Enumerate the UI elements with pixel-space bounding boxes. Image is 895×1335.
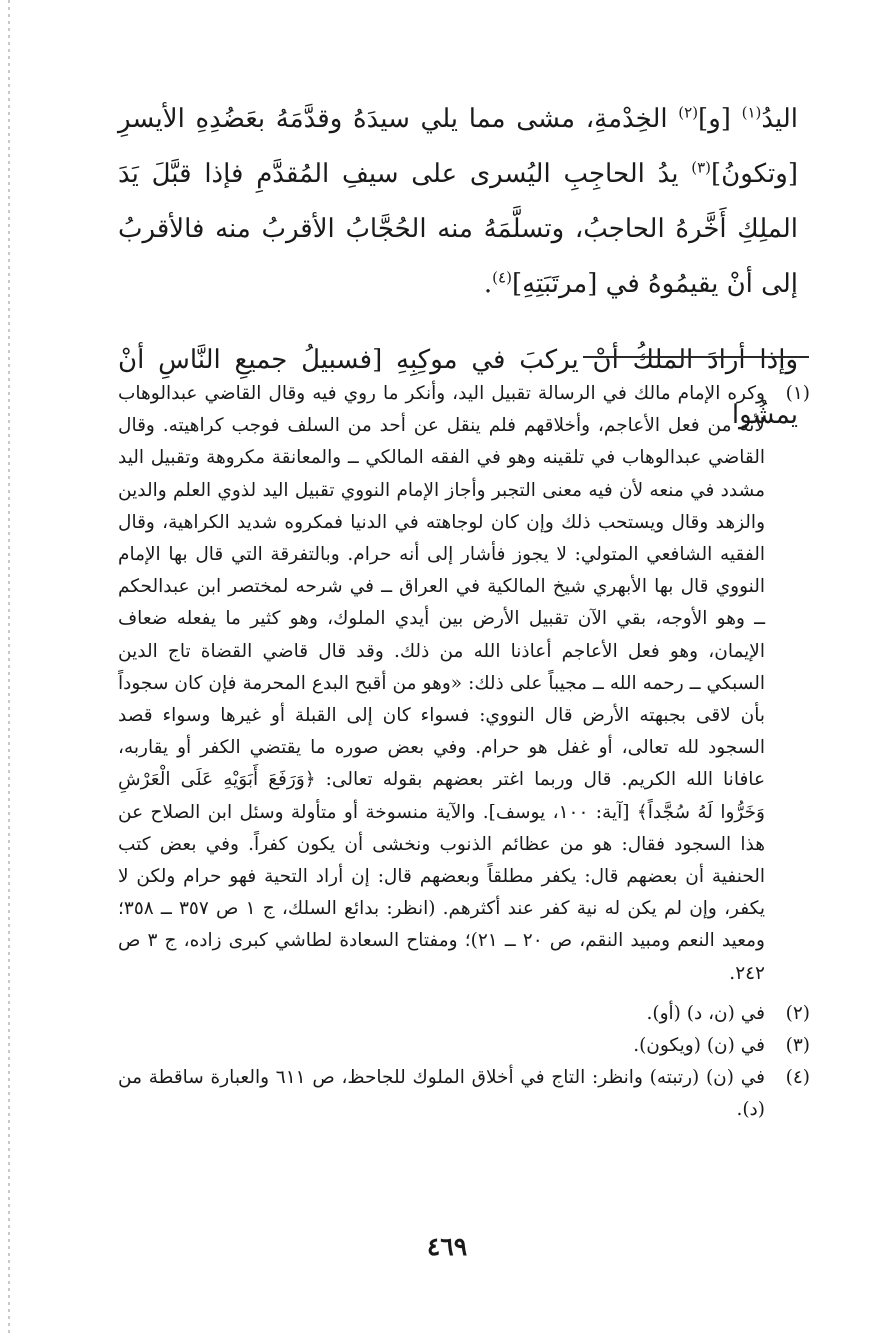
binding-edge [8,0,10,1335]
main-paragraph-2: وإذا أرادَ الملكُ أنْ يركبَ في موكِبِهِ [فسبيلُ جميعِ النَّاسِ أنْ يمشُوا [118,345,798,430]
footnote-3 [118,1030,810,1062]
footnote-4 [118,1062,810,1126]
footnotes [118,378,810,1127]
footnote-text: في (ن) (ويكون). [633,1035,765,1057]
footnote-number: (٤) [785,1067,810,1089]
main-paragraph-1: اليدُ$^{(١)}$ [و]$^{(٢)}$ الخِدْمةِ، مشى مما يلي سيدَهُ وقدَّمَهُ بعَضُدِهِ الأيسرِ [وتكونُ]$^{(٣)}$ يدُ الحاجِبِ اليُسرى على سيفِ المُقدَّمِ فإذا قبَّلَ يَدَ الملِكِ أَخَّرهُ الحاجبُ، وتسلَّمَهُ منه الحُجَّابُ الأقربُ منه فالأقربُ إلى أنْ يقيمُوهُ في [مرتَبَتِهِ]$^{(٤)}$. [118,103,798,299]
footnote-number: (١) [785,383,810,404]
footnote-number: (٣) [785,1035,810,1057]
footnote-ref-3: (٣) [691,158,712,177]
footnote-2 [118,998,810,1030]
footnote-number: (٢) [785,1002,810,1024]
footnote-text: وكره الإمام مالك في الرسالة تقبيل اليد، وأنكر ما روي فيه وقال القاضي عبدالوهاب لأنه من فعل الأعاجم، وأخلاقهم فلم ينقل عن أحد من السلف فوجب كراهيته. وقال القاضي عبدالوهاب في تلقينه وهو في الفقه المالكي ــ والمعانقة مكروهة وتقبيل اليد مشدد في منعه لأن فيه معنى التجبر وأجاز الإمام النووي تقبيل اليد لذوي العلم والدين والزهد وقال ويستحب ذلك وإن كان لوجاهته في الدنيا فمكروه شديد الكراهية، وقال الفقيه الشافعي المتولي: لا يجوز فأشار إلى أنه حرام. وبالتفرقة التي قال بها الإمام النووي قال بها الأبهري شيخ المالكية في العراق ــ في شرحه لمختصر ابن عبدالحكم ــ وهو الأوجه، بقي الآن تقبيل الأرض بين أيدي الملوك، وهو كثير ما يفعله ضعاف الإيمان، وهو فعل الأعاجم أعاذنا الله من ذلك. وقد قال قاضي القضاة تاج الدين السبكي ــ رحمه الله ــ مجيباً على ذلك: «وهو من أقبح البدع المحرمة فإن كان سجوداً بأن لاقى بجبهته الأرض قال النووي: فسواء كان إلى القبلة أو غيرها وسواء قصد السجود لله تعالى، أو غفل هو حرام. وفي بعض صوره ما يقتضي الكفر أو يقاربه، عافانا الله الكريم. قال وربما اغتر بعضهم بقوله تعالى: ﴿وَرَفَعَ أَبَوَيْهِ عَلَى الْعَرْشِ وَخَرُّوا لَهُ سُجَّداً﴾ [آية: ١٠٠، يوسف]. والآية منسوخة أو متأولة وسئل ابن الصلاح عن هذا السجود فقال: هو من عظائم الذنوب ونخشى أن يكون كفراً. وفي بعض كتب الحنفية أن بعضهم قال: يكفر مطلقاً وبعضهم قال: إن أراد التحية فهو حرام ولكن لا يكفر، وإن لم يكن له نية كفر عند أكثرهم. (انظر: بدائع السلك، ج ١ ص ٣٥٧ ــ ٣٥٨؛ ومعيد النعم ومبيد النقم، ص ٢٠ ــ ٢١)؛ ومفتاح السعادة لطاشي كبرى زاده، ج ٣ ص ٢٤٢. [118,383,765,984]
footnote-ref-2: (٢) [678,103,699,122]
footnote-text: في (ن، د) (أو). [646,1002,765,1024]
footnote-text: في (ن) (رتبته) وانظر: التاج في أخلاق الملوك للجاحظ، ص ٦١١ والعبارة ساقطة من (د). [118,1067,765,1121]
footnote-ref-4: (٤) [492,268,512,287]
footnote-separator [583,356,809,358]
footnote-ref-1: (١) [741,103,762,122]
footnote-1 [118,378,810,990]
page-number: ٤٦٩ [426,1232,468,1261]
